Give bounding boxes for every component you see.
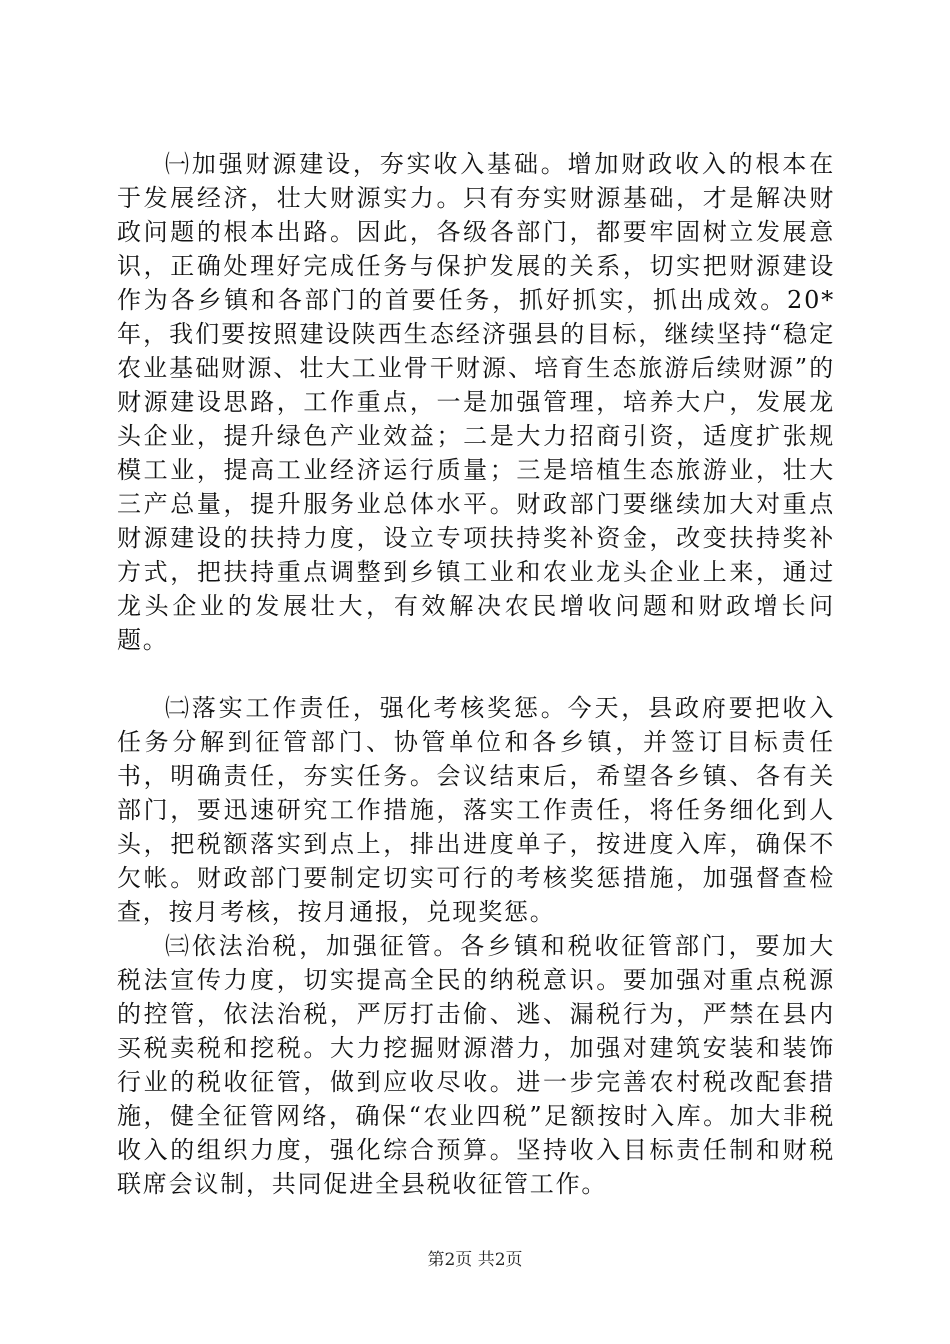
document-body bbox=[117, 147, 835, 1201]
paragraph-tax-administration: ㈢依法治税，加强征管。各乡镇和税收征管部门，要加大税法宣传力度，切实提高全民的纳税意识。要加强对重点税源的控管，依法治税，严厉打击偷、逃、漏税行为，严禁在县内买税卖税和挖税。大力挖掘财源潜力，加强对建筑安装和装饰行业的税收征管，做到应收尽收。进一步完善农村税改配套措施，健全征管网络，确保“农业四税”足额按时入库。加大非税收入的组织力度，强化综合预算。坚持收入目标责任制和财税联席会议制，共同促进全县税收征管工作。 bbox=[117, 932, 835, 1198]
page-number-footer: 第2页 共2页 bbox=[427, 1250, 523, 1270]
paragraph-finance-source: ㈠加强财源建设，夯实收入基础。增加财政收入的根本在于发展经济，壮大财源实力。只有夯实财源基础，才是解决财政问题的根本出路。因此，各级各部门，都要牢固树立发展意识，正确处理好完成任务与保护发展的关系，切实把财源建设作为各乡镇和各部门的首要任务，抓好抓实，抓出成效。20*年，我们要按照建设陕西生态经济强县的目标，继续坚持“稳定农业基础财源、壮大工业骨干财源、培育生态旅游后续财源”的财源建设思路，工作重点，一是加强管理，培养大户，发展龙头企业，提升绿色产业效益；二是大力招商引资，适度扩张规模工业，提高工业经济运行质量；三是培植生态旅游业，壮大三产总量，提升服务业总体水平。财政部门要继续加大对重点财源建设的扶持力度，设立专项扶持奖补资金，改变扶持奖补方式，把扶持重点调整到乡镇工业和农业龙头企业上来，通过龙头企业的发展壮大，有效解决农民增收问题和财政增长问题。 bbox=[117, 150, 835, 654]
paragraph-work-responsibility: ㈡落实工作责任，强化考核奖惩。今天，县政府要把收入任务分解到征管部门、协管单位和各乡镇，并签订目标责任书，明确责任，夯实任务。会议结束后，希望各乡镇、各有关部门，要迅速研究工作措施，落实工作责任，将任务细化到人头，把税额落实到点上，排出进度单子，按进度入库，确保不欠帐。财政部门要制定切实可行的考核奖惩措施，加强督查检查，按月考核，按月通报，兑现奖惩。 bbox=[117, 694, 835, 926]
